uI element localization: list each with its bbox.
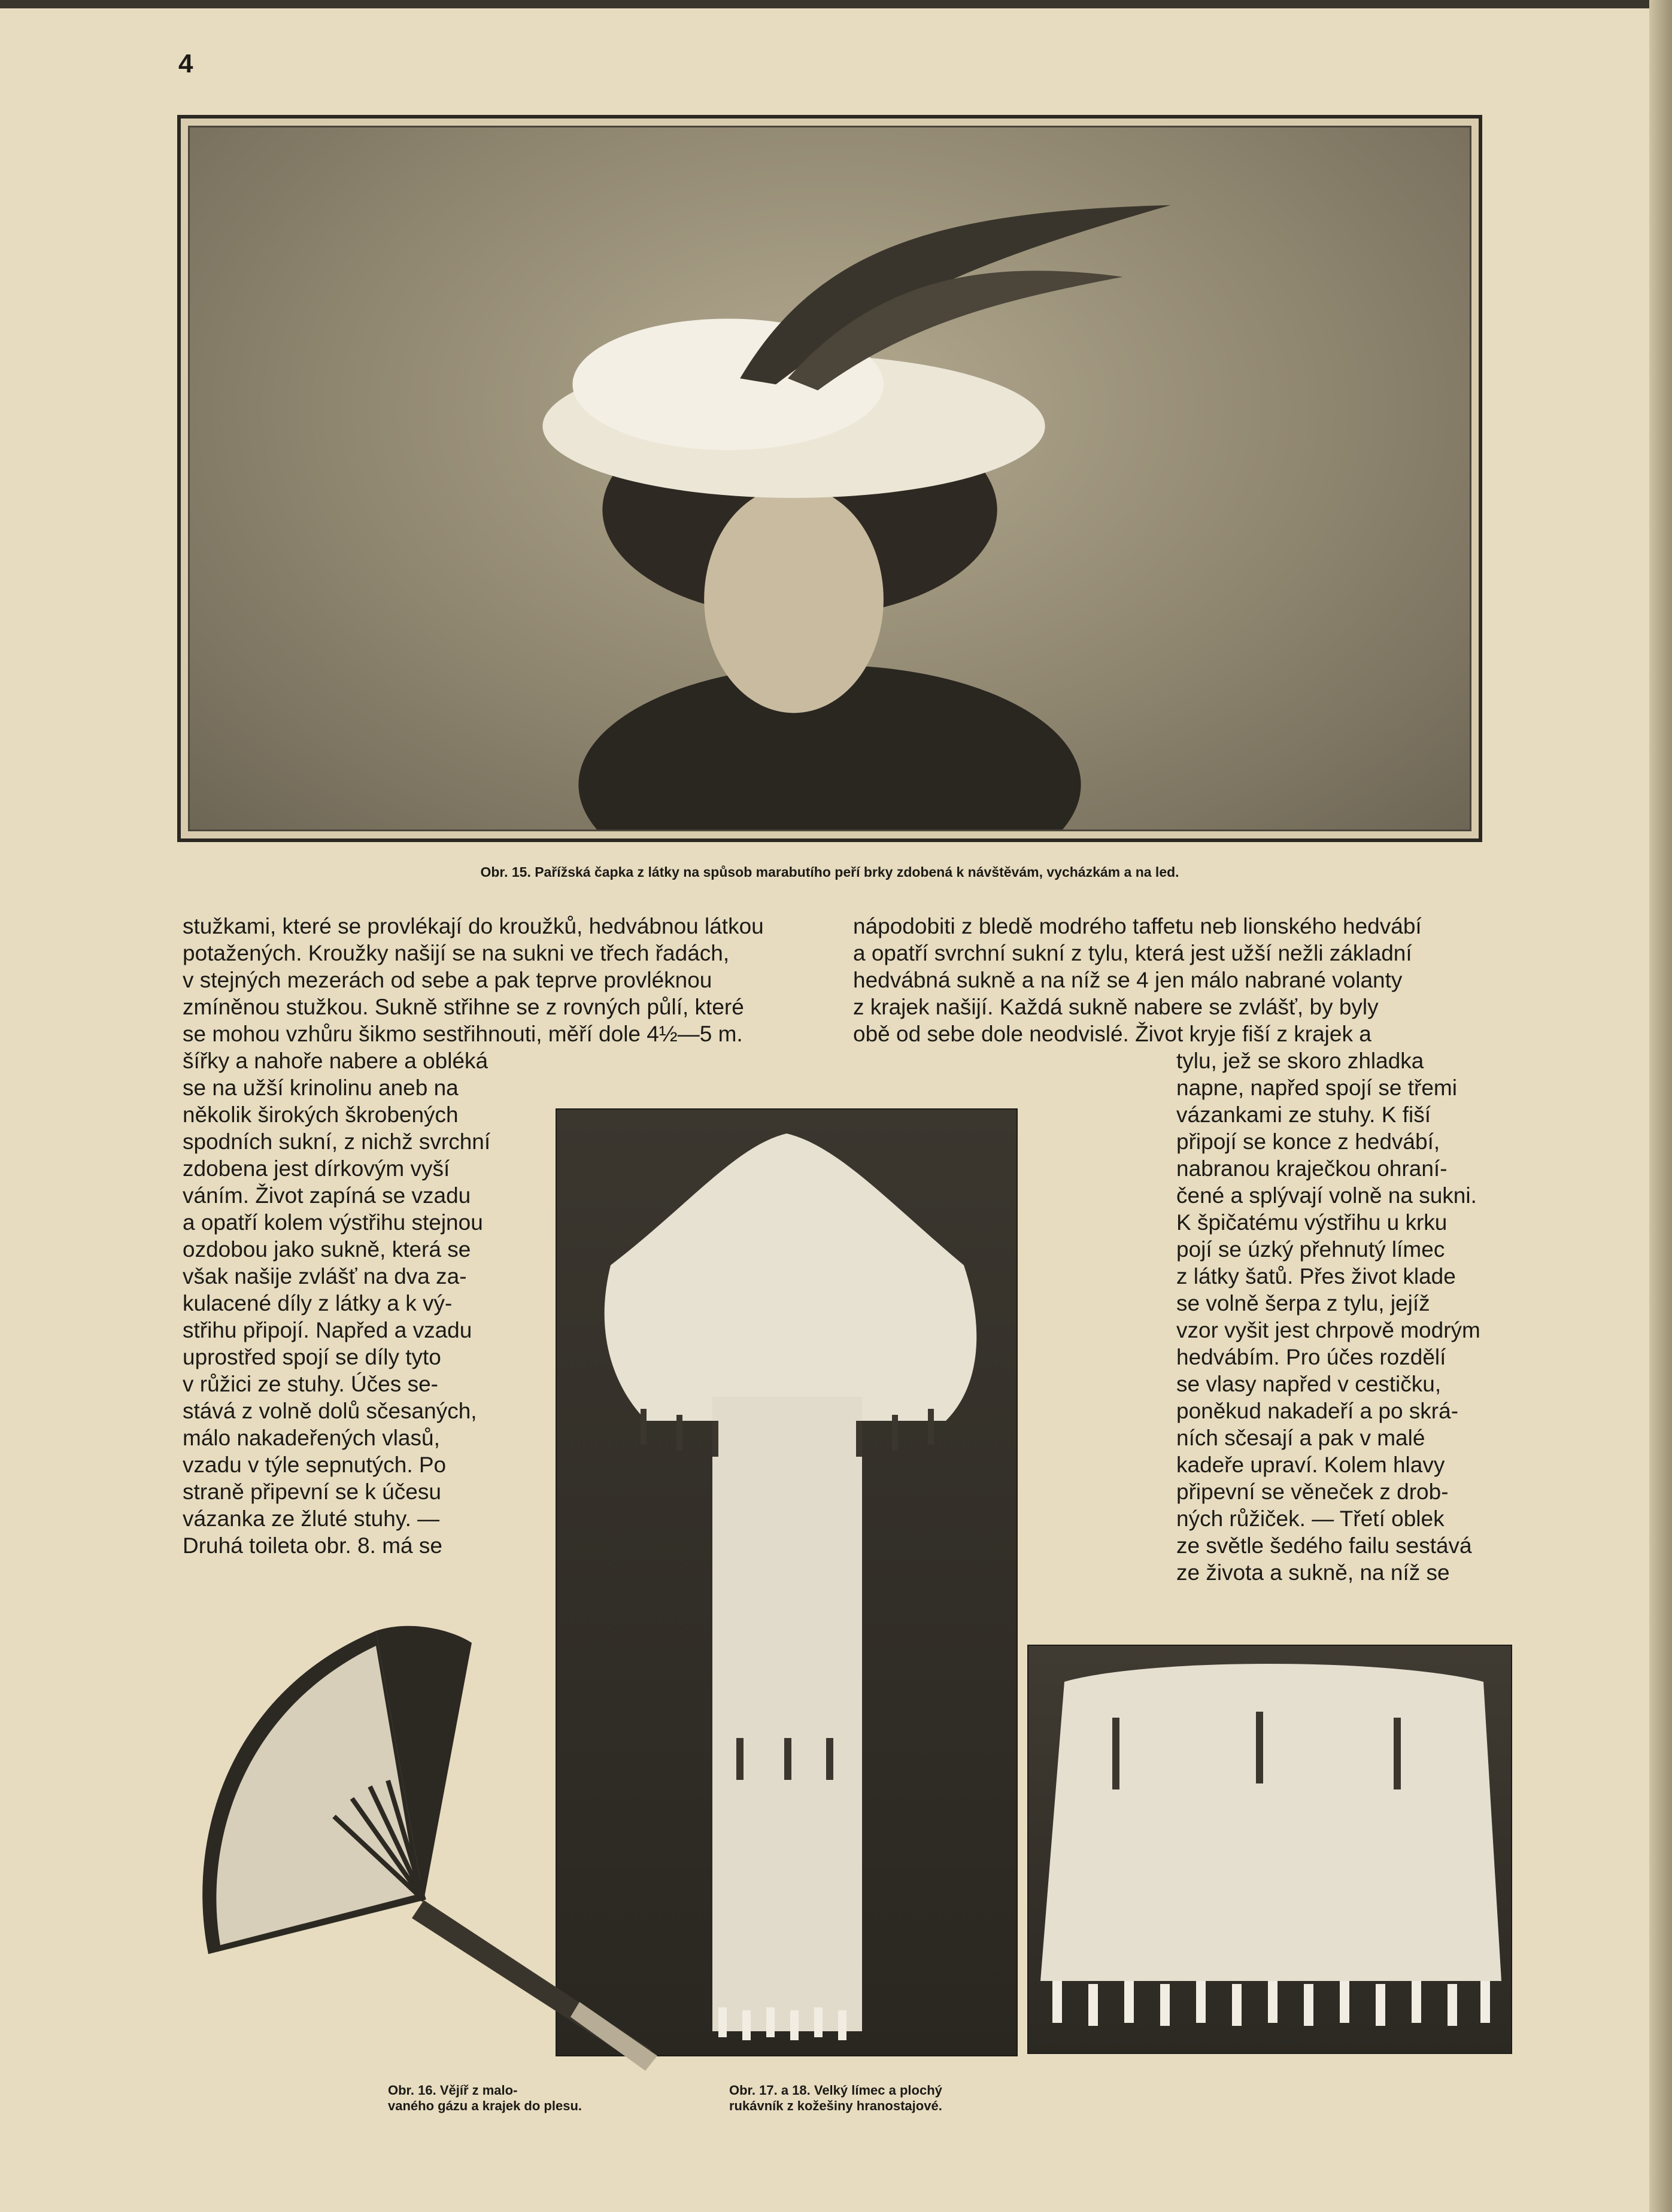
page-number: 4 xyxy=(178,49,193,78)
text-line: v stejných mezerách od sebe a pak teprve provléknou xyxy=(183,968,712,992)
text-line: ných růžiček. — Třetí oblek xyxy=(1176,1506,1445,1531)
text-line: poněkud nakadeří a po skrá- xyxy=(1176,1399,1459,1423)
text-line: váním. Život zapíná se vzadu xyxy=(183,1183,471,1208)
text-line: stává z volně dolů sčesaných, xyxy=(183,1399,477,1423)
caption-line: Obr. 16. Vějíř z malo- xyxy=(388,2083,518,2098)
text-line: stužkami, které se provlékají do kroužků, hedvábnou látkou xyxy=(183,914,764,938)
main-photo-caption: Obr. 15. Pařížská čapka z látky na spůsob marabutího peří brky zdobená k návštěvám, vycházkám a na led. xyxy=(480,864,1179,880)
caption-line: Obr. 17. a 18. Velký límec a plochý xyxy=(729,2083,942,2098)
text-line: tylu, jež se skoro zhladka xyxy=(1176,1049,1424,1073)
fan-illustration xyxy=(196,1619,675,2074)
text-line: se vlasy napřed v cestičku, xyxy=(1176,1372,1442,1396)
text-line: se na užší krinolinu aneb na xyxy=(183,1075,459,1100)
text-line: zmíněnou stužkou. Sukně střihne se z rovných půlí, které xyxy=(183,995,744,1019)
text-line: v růžici ze stuhy. Účes se- xyxy=(183,1372,438,1396)
main-photo-frame xyxy=(177,115,1482,842)
right-column-top-text xyxy=(853,913,1503,1047)
text-line: z látky šatů. Přes život klade xyxy=(1176,1264,1456,1289)
text-line: hedvábím. Pro účes rozdělí xyxy=(1176,1345,1446,1369)
text-line: ních sčesají a pak v malé xyxy=(1176,1426,1425,1450)
text-line: straně připevní se k účesu xyxy=(183,1479,441,1504)
text-line: se volně šerpa z tylu, jejíž xyxy=(1176,1291,1430,1315)
text-line: vázankami ze stuhy. K fiší xyxy=(1176,1102,1431,1127)
text-line: obě od sebe dole neodvislé. Život kryje fiší z krajek a xyxy=(853,1022,1371,1046)
text-line: z krajek našijí. Každá sukně nabere se zvlášť, by byly xyxy=(853,995,1379,1019)
main-photo xyxy=(188,126,1471,831)
text-line: ozdobou jako sukně, která se xyxy=(183,1237,471,1262)
right-column-narrow-text xyxy=(1176,1047,1503,1586)
text-line: střihu připojí. Napřed a vzadu xyxy=(183,1318,472,1342)
text-line: uprostřed spojí se díly tyto xyxy=(183,1345,441,1369)
left-column-top-text xyxy=(183,913,828,1047)
page-binding-edge xyxy=(1649,0,1672,2212)
text-line: hedvábná sukně a na níž se 4 jen málo nabrané volanty xyxy=(853,968,1403,992)
text-line: nabranou kraječkou ohraní- xyxy=(1176,1156,1448,1181)
text-line: vzor vyšit jest chrpově modrým xyxy=(1176,1318,1480,1342)
text-line: vázanka ze žluté stuhy. — xyxy=(183,1506,440,1531)
caption-line: vaného gázu a krajek do plesu. xyxy=(388,2098,582,2113)
text-line: a opatří kolem výstřihu stejnou xyxy=(183,1210,483,1235)
text-line: Druhá toileta obr. 8. má se xyxy=(183,1533,442,1558)
text-line: ze života a sukně, na níž se xyxy=(1176,1560,1450,1585)
text-line: zdobena jest dírkovým vyší xyxy=(183,1156,450,1181)
caption-line: rukávník z kožešiny hranostajové. xyxy=(729,2098,942,2113)
text-line: kadeře upraví. Kolem hlavy xyxy=(1176,1453,1445,1477)
text-line: se mohou vzhůru šikmo sestřihnouti, měří dole 4½—5 m. xyxy=(183,1022,743,1046)
text-line: šířky a nahoře nabere a obléká xyxy=(183,1049,488,1073)
text-line: vzadu v týle sepnutých. Po xyxy=(183,1453,447,1477)
text-line: připojí se konce z hedvábí, xyxy=(1176,1129,1440,1154)
text-line: pojí se úzký přehnutý límec xyxy=(1176,1237,1445,1262)
text-line: čené a splývají volně na sukni. xyxy=(1176,1183,1477,1208)
text-line: ze světle šedého failu sestává xyxy=(1176,1533,1472,1558)
muff-illustration xyxy=(1028,1646,1511,2053)
fan-caption xyxy=(388,2083,663,2114)
text-line: a opatří svrchní sukní z tylu, která jest užší nežli základní xyxy=(853,941,1412,965)
text-line: kulacené díly z látky a k vý- xyxy=(183,1291,453,1315)
stole-caption xyxy=(729,2083,1005,2114)
portrait-illustration xyxy=(190,127,1470,830)
page-top-edge xyxy=(0,0,1672,8)
text-line: K špičatému výstřihu u krku xyxy=(1176,1210,1448,1235)
text-line: spodních sukní, z nichž svrchní xyxy=(183,1129,491,1154)
text-line: potažených. Kroužky našijí se na sukni ve třech řadách, xyxy=(183,941,730,965)
text-line: napne, napřed spojí se třemi xyxy=(1176,1075,1457,1100)
text-line: několik širokých škrobených xyxy=(183,1102,459,1127)
text-line: připevní se věneček z drob- xyxy=(1176,1479,1449,1504)
lace-fan-image xyxy=(196,1619,675,2074)
text-line: málo nakadeřených vlasů, xyxy=(183,1426,440,1450)
left-column-narrow-text xyxy=(183,1047,506,1559)
ermine-muff-image xyxy=(1027,1645,1512,2054)
text-line: nápodobiti z bledě modrého taffetu neb lionského hedvábí xyxy=(853,914,1422,938)
text-line: však našije zvlášť na dva za- xyxy=(183,1264,467,1289)
